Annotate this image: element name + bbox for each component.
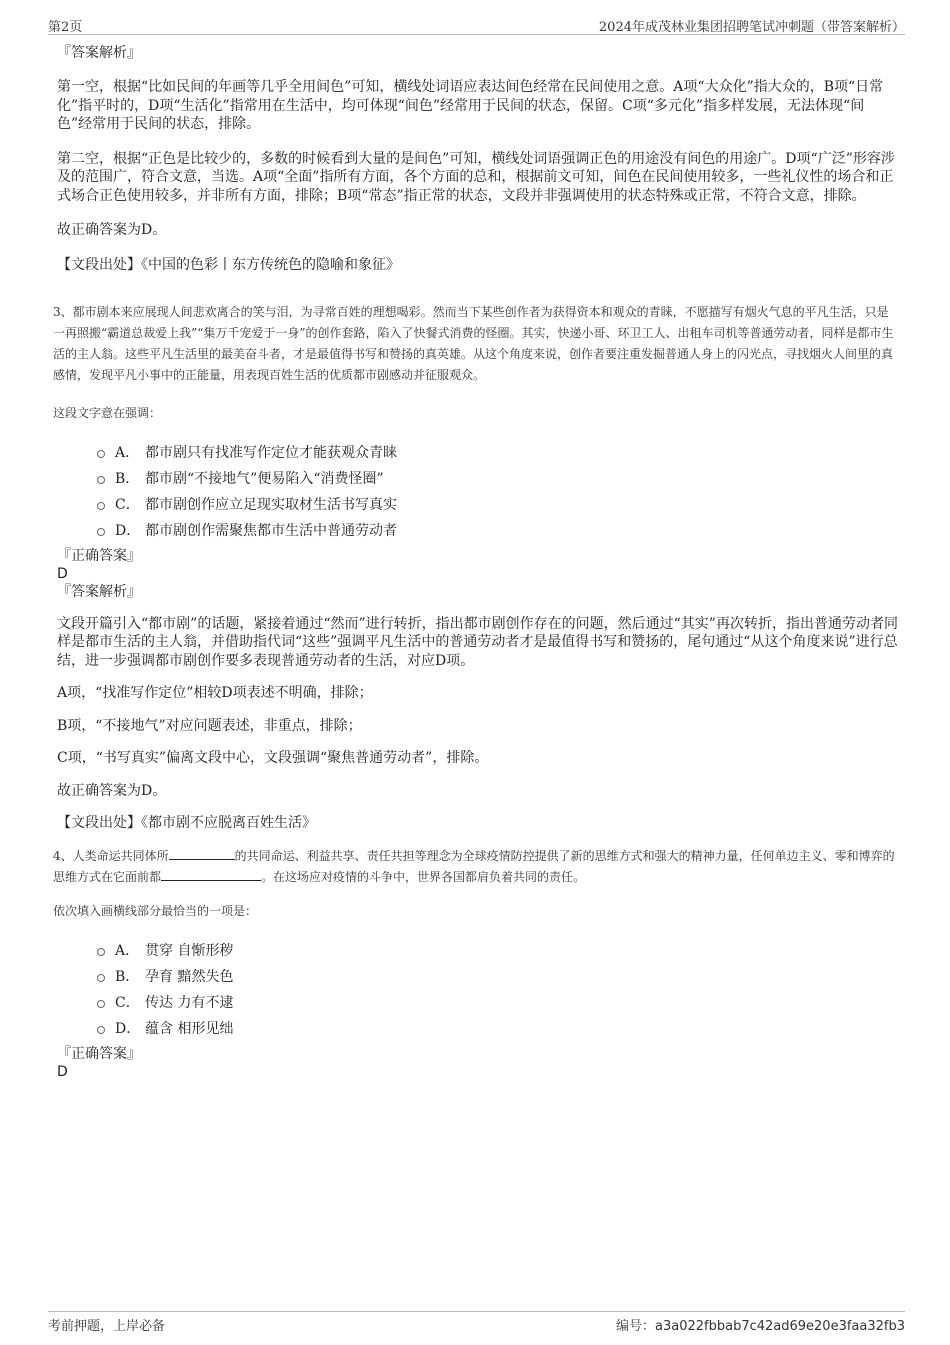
analysis-paragraph: 文段开篇引入“都市剧”的话题，紧接着通过“然而”进行转折，指出都市剧创作存在的问题，然后通过“其实”再次转折，指出普通劳动者同样是都市生活的主人翁，并借助指代词“这些”强调平凡生活中的普通劳动者才是最值得书写和赞扬的，尾句通过“从这个角度来说”进行总结，进一步强调都市剧创作要多表现普通劳动者的生活，对应D项。	[57, 615, 898, 669]
option-letter: B．	[115, 470, 140, 487]
source-citation: 【文段出处】《中国的色彩丨东方传统色的隐喻和象征》	[57, 256, 400, 273]
analysis-paragraph: 第一空，根据“比如民间的年画等几乎全用间色”可知，横线处词语应表达间色经常在民间使用之意。A项“大众化”指大众的，B项“日常化”指平时的，D项“生活化”指常用在生活中，均可体现“间色”经常用于民间的状态，保留。C项“多元化”指多样发展，无法体现“间色”经常用于民间的状态，排除。	[57, 79, 884, 132]
question-stem: 3、都市剧本来应展现人间悲欢离合的笑与泪，为寻常百姓的理想喝彩。然而当下某些创作者为获得资本和观众的青睐，不愿描写有烟火气息的平凡生活，只是一再照搬“霸道总裁爱上我”“集万千宠爱于一身”的创作套路，陷入了快餐式消费的怪圈。其实，快递小哥、环卫工人、出租车司机等普通劳动者，同样是都市生活的主人翁。这些平凡生活里的最美奋斗者，才是最值得书写和赞扬的真英雄。从这个角度来说，创作者要注重发掘普通人身上的闪光点，寻找烟火人间里的真感情，发现平凡小事中的正能量，用表现百姓生活的优质都市剧感动并征服观众。	[53, 304, 894, 382]
option-d[interactable]	[97, 1015, 898, 1041]
analysis-conclusion: 故正确答案为D。	[57, 782, 167, 799]
page-number: 第2页	[48, 20, 83, 35]
correct-answer: D	[57, 565, 68, 582]
analysis-paragraph: C项，“书写真实”偏离文段中心，文段强调“聚焦普通劳动者”，排除。	[57, 750, 489, 766]
option-text: 贯穿 自惭形秽	[145, 943, 234, 959]
option-a[interactable]	[97, 937, 898, 963]
stem-part-3: 。在这场应对疫情的斗争中，世界各国都肩负着共同的责任。	[261, 870, 586, 884]
analysis-paragraph: A项，“找准写作定位”相较D项表述不明确，排除；	[57, 685, 373, 701]
radio-button-icon[interactable]	[97, 502, 105, 510]
analysis-paragraph: 第二空，根据“正色是比较少的，多数的时候看到大量的是间色”可知，横线处词语强调正色的用途没有间色的用途广。D项“广泛”形容涉及的范围广，符合文意，当选。A项“全面”指所有方面，各个方面的总和，根据前文可知，间色在民间使用较多，一些礼仪性的场合和正式场合正色使用较多，并非所有方面，排除；B项“常态”指正常的状态，文段并非强调使用的状态特殊或正常，不符合文意，排除。	[57, 150, 895, 204]
analysis-paragraph: B项，“不接地气”对应问题表述，非重点，排除；	[57, 717, 362, 734]
document-title: 2024年成茂林业集团招聘笔试冲刺题（带答案解析）	[598, 20, 905, 35]
option-letter: C．	[115, 496, 140, 513]
option-text: 都市剧“不接地气”便易陷入“消费怪圈”	[145, 470, 384, 487]
question-stem	[53, 846, 898, 888]
analysis-tag: 『答案解析』	[57, 583, 141, 600]
option-text: 都市剧创作需聚焦都市生活中普通劳动者	[145, 522, 397, 539]
option-text: 都市剧创作应立足现实取材生活书写真实	[145, 496, 397, 513]
option-letter: D．	[115, 1021, 141, 1037]
option-letter: C．	[115, 995, 140, 1011]
fill-blank-2	[161, 869, 261, 881]
option-c[interactable]	[97, 491, 898, 517]
footer-slogan: 考前押题，上岸必备	[48, 1319, 166, 1334]
option-a[interactable]	[97, 439, 898, 465]
radio-button-icon[interactable]	[97, 528, 105, 536]
radio-button-icon[interactable]	[97, 948, 105, 956]
page-header	[48, 16, 905, 35]
radio-button-icon[interactable]	[97, 974, 105, 982]
question-prompt: 这段文字意在强调：	[53, 405, 162, 420]
page-content	[53, 44, 898, 1081]
option-text: 传达 力有不逮	[145, 995, 234, 1011]
option-letter: A．	[115, 444, 140, 461]
stem-part-2: 的共同命运、利益共享、责任共担等理念为全球疫情防控提供了新的思维方式和强大的精神力量，任何单边主义、零和博弈的思维方式在它面前都	[53, 849, 895, 884]
correct-answer-tag: 『正确答案』	[57, 547, 141, 564]
radio-button-icon[interactable]	[97, 1000, 105, 1008]
option-d[interactable]	[97, 517, 898, 543]
source-citation: 【文段出处】《都市剧不应脱离百姓生活》	[57, 815, 316, 831]
option-text: 都市剧只有找准写作定位才能获观众青睐	[145, 444, 397, 461]
radio-button-icon[interactable]	[97, 1026, 105, 1034]
correct-answer-tag: 『正确答案』	[57, 1046, 141, 1062]
question-prompt: 依次填入画横线部分最恰当的一项是：	[53, 904, 258, 918]
radio-button-icon[interactable]	[97, 450, 105, 458]
option-text: 孕育 黯然失色	[145, 969, 234, 985]
radio-button-icon[interactable]	[97, 476, 105, 484]
option-list	[97, 439, 898, 543]
option-text: 蕴含 相形见绌	[145, 1021, 234, 1037]
option-b[interactable]	[97, 465, 898, 491]
option-letter: B．	[115, 969, 140, 985]
page-footer	[48, 1311, 905, 1332]
document-code: 编号：a3a022fbbab7c42ad69e20e3faa32fb3	[616, 1319, 905, 1334]
analysis-tag: 『答案解析』	[57, 45, 141, 61]
option-b[interactable]	[97, 963, 898, 989]
option-letter: D．	[115, 522, 141, 539]
fill-blank-1	[169, 848, 235, 860]
option-letter: A．	[115, 943, 140, 959]
option-c[interactable]	[97, 989, 898, 1015]
analysis-conclusion: 故正确答案为D。	[57, 222, 167, 238]
correct-answer: D	[57, 1064, 68, 1080]
option-list	[97, 937, 898, 1041]
stem-part-1: 4、人类命运共同体所	[53, 849, 169, 863]
